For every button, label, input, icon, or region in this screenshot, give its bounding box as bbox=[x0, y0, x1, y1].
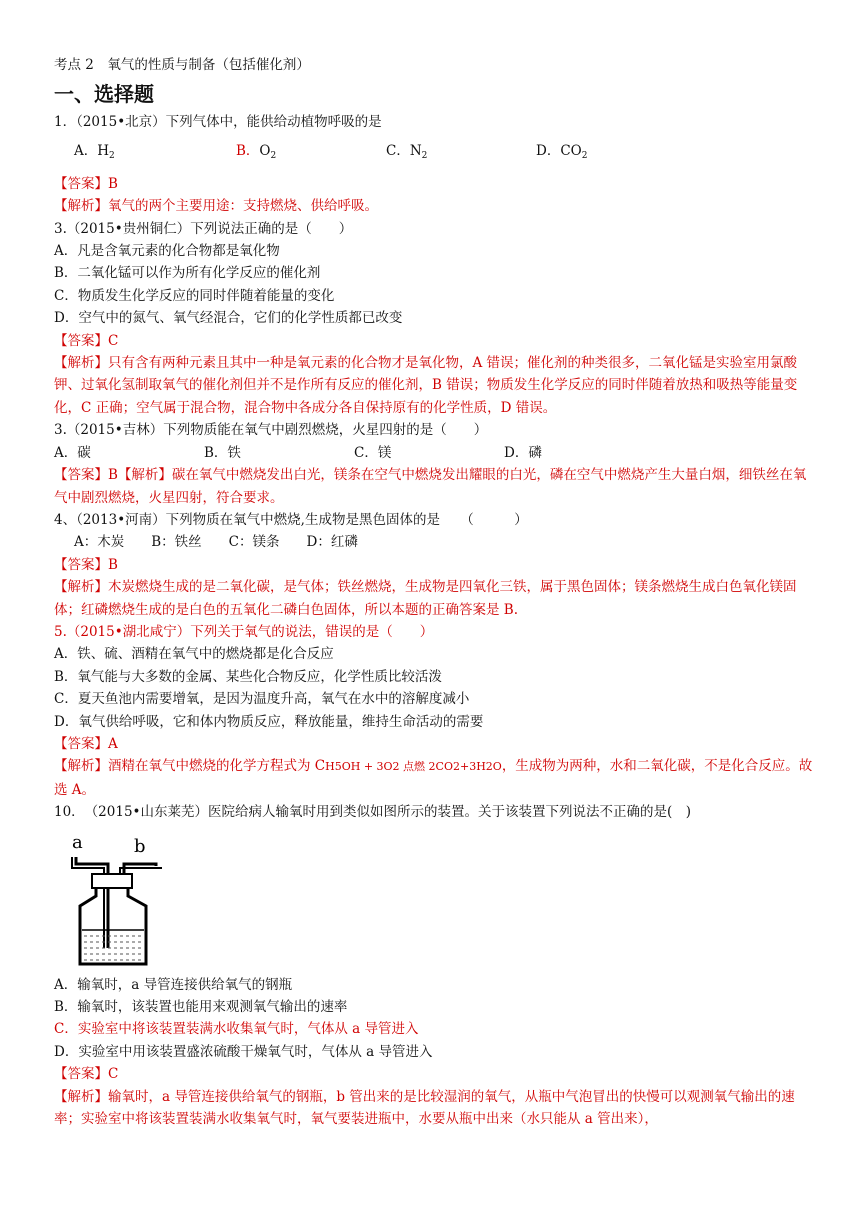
q5-option-c: C．夏天鱼池内需要增氧，是因为温度升高，氧气在水中的溶解度减小 bbox=[54, 691, 470, 708]
tube-b-label: b bbox=[134, 835, 146, 857]
q4-options: A：木炭 B：铁丝 C：镁条 D：红磷 bbox=[74, 534, 358, 551]
tube-a-label: a bbox=[72, 831, 83, 853]
question-1-stem: 1．（2015•北京）下列气体中，能供给动植物呼吸的是 bbox=[54, 114, 382, 131]
q10-analysis: 【解析】输氧时，a 导管连接供给氧气的钢瓶，b 管出来的是比较湿润的氧气，从瓶中气泡冒出的快慢可以观测氧气输出的速率；实验室中将该装置装满水收集氧气时，氧气要装进瓶中，水要从瓶中出来（水只能从 a 管出来）， bbox=[54, 1088, 795, 1128]
q1-option-a: A．$H_2$ bbox=[74, 142, 115, 161]
q4-analysis: 【解析】木炭燃烧生成的是二氧化碳，是气体；铁丝燃烧，生成物是四氧化三铁，属于黑色固体；镁条燃烧生成白色氧化镁固体；红磷燃烧生成的是白色的五氧化二磷白色固体，所以本题的正确答案是 B. bbox=[54, 579, 797, 618]
section-title: 一、选择题 bbox=[54, 82, 154, 107]
q3b-option-d: D．磷 bbox=[504, 444, 542, 461]
q3b-answer-analysis: 【答案】B【解析】碳在氧气中燃烧发出白光，镁条在空气中燃烧发出耀眼的白光，磷在空气中燃烧产生大量白烟，细铁丝在氧气中剧烈燃烧，火星四射，符合要求。 bbox=[54, 467, 807, 506]
q1-analysis: 【解析】氧气的两个主要用途：支持燃烧、供给呼吸。 bbox=[54, 198, 378, 215]
q10-option-d: D．实验室中用该装置盛浓硫酸干燥氧气时，气体从 a 导管进入 bbox=[54, 1043, 433, 1060]
q1-answer: 【答案】B bbox=[54, 175, 118, 192]
q3b-options bbox=[54, 442, 814, 464]
question-10-stem: 10． （2015•山东莱芜）医院给病人输氧时用到类似如图所示的装置。关于该装置下列说法不正确的是( ) bbox=[54, 804, 692, 821]
q5-option-d: D．氧气供给呼吸，它和体内物质反应，释放能量，维持生命活动的需要 bbox=[54, 713, 484, 730]
q5-option-b: B．氧气能与大多数的金属、某些化合物反应，化学性质比较活泼 bbox=[54, 668, 442, 685]
question-3a-stem: 3.（2015•贵州铜仁）下列说法正确的是（ ） bbox=[54, 220, 353, 237]
q10-answer: 【答案】C bbox=[54, 1066, 119, 1083]
question-4-stem: 4、（2013•河南）下列物质在氧气中燃烧,生成物是黑色固体的是 （ ） bbox=[54, 511, 528, 528]
q10-option-c: C．实验室中将该装置装满水收集氧气时，气体从 a 导管进入 bbox=[54, 1021, 419, 1038]
q3a-option-b: B．二氧化锰可以作为所有化学反应的催化剂 bbox=[54, 265, 321, 282]
q3a-answer: 【答案】C bbox=[54, 332, 119, 349]
q1-option-b: B．$O_2$ bbox=[236, 142, 277, 161]
q5-answer: 【答案】A bbox=[54, 735, 118, 752]
q3a-option-a: A．凡是含氧元素的化合物都是氧化物 bbox=[54, 243, 280, 260]
q1-option-d: D．$CO_2$ bbox=[536, 142, 588, 161]
topic-header: 考点 2 氧气的性质与制备（包括催化剂） bbox=[54, 57, 310, 73]
q5-option-a: A．铁、硫、酒精在氧气中的燃烧都是化合反应 bbox=[54, 646, 334, 663]
q3b-option-a: A．碳 bbox=[54, 444, 91, 461]
question-1-options bbox=[54, 134, 814, 173]
q4-answer: 【答案】B bbox=[54, 556, 118, 573]
gas-washing-bottle-diagram bbox=[62, 830, 170, 968]
q3a-option-c: C．物质发生化学反应的同时伴随着能量的变化 bbox=[54, 287, 335, 304]
q3b-option-b: B．铁 bbox=[204, 444, 241, 461]
q3b-option-c: C．镁 bbox=[354, 444, 392, 461]
q5-analysis: 【解析】酒精在氧气中燃烧的化学方程式为 CH5OH + 3O2 点燃 2CO2+3H2O，生成物为两种，水和二氧化碳，不是化合反应。故选 A。 bbox=[54, 758, 813, 798]
q10-option-a: A．输氧时，a 导管连接供给氧气的钢瓶 bbox=[54, 976, 293, 993]
q5-equation: H5OH + 3O2 点燃 2CO2+3H2O bbox=[325, 760, 502, 774]
document-page bbox=[54, 54, 814, 1130]
question-3b-stem: 3.（2015•吉林）下列物质能在氧气中剧烈燃烧，火星四射的是（ ） bbox=[54, 422, 488, 439]
q3a-option-d: D．空气中的氮气、氧气经混合，它们的化学性质都已改变 bbox=[54, 310, 403, 327]
bottle-illustration bbox=[62, 830, 170, 968]
question-5-stem: 5.（2015•湖北咸宁）下列关于氧气的说法，错误的是（ ） bbox=[54, 623, 434, 640]
q1-option-c: C．$N_2$ bbox=[386, 142, 428, 161]
q10-option-b: B．输氧时，该装置也能用来观测氧气输出的速率 bbox=[54, 999, 348, 1015]
q3a-analysis: 【解析】只有含有两种元素且其中一种是氧元素的化合物才是氧化物，A 错误；催化剂的种类很多，二氧化锰是实验室用氯酸钾、过氧化氢制取氧气的催化剂但并不是作所有反应的催化剂，B 错误；物质发生化学反应的同时伴随着放热和吸热等能量变化，C 正确；空气属于混合物，混合物中各成分各自保持原有的化学性质，D 错误。 bbox=[54, 355, 798, 416]
